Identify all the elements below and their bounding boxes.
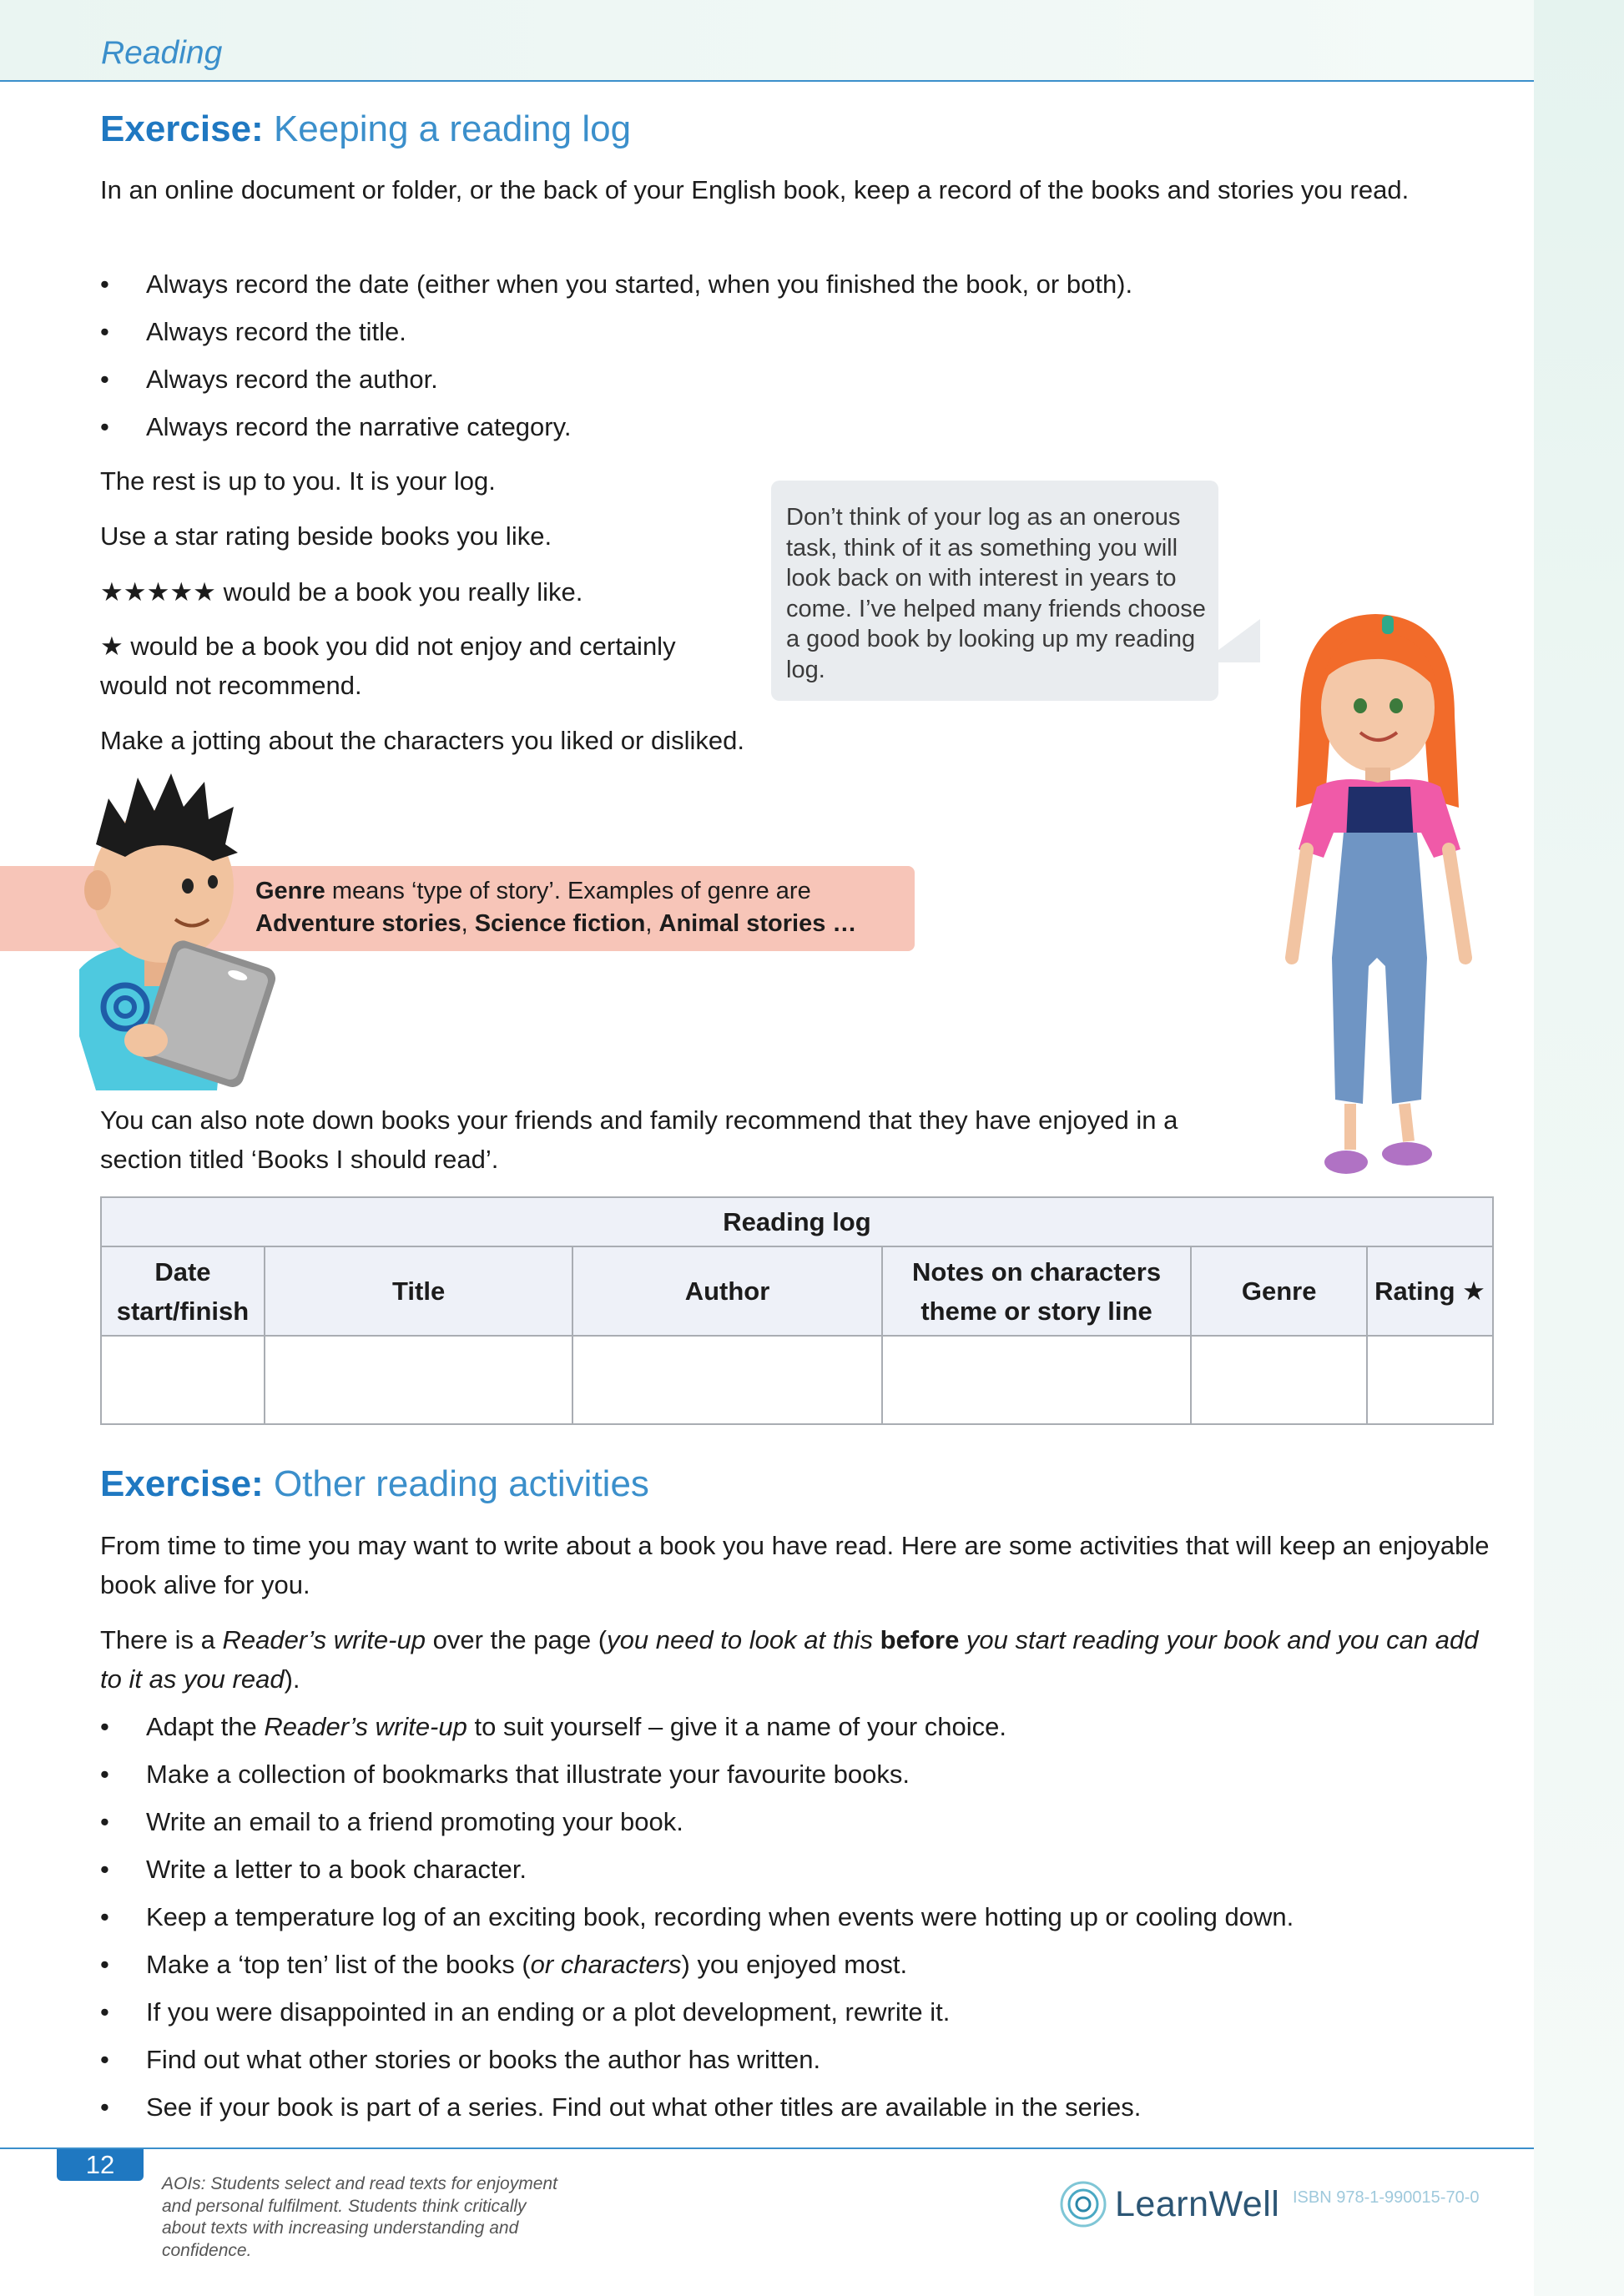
side-strip: [1534, 0, 1624, 2296]
table-row: [101, 1336, 1493, 1424]
rest-text: The rest is up to you. It is your log.: [100, 466, 496, 496]
genre-definition: means ‘type of story’. Examples of genre are: [325, 878, 811, 904]
list-item: [100, 1703, 1519, 1750]
text-span: or characters: [530, 1950, 682, 1979]
list-item: • Keep a temperature log of an exciting book, recording when events were hotting up or cooling down.: [100, 1893, 1519, 1941]
girl-illustration: [1267, 607, 1500, 1183]
genre-word: Genre: [255, 878, 325, 904]
list-item: • Always record the narrative category.: [100, 403, 1352, 451]
column-header: Rating ★: [1367, 1246, 1493, 1336]
list-item: • Always record the title.: [100, 308, 1352, 355]
jotting-text: Make a jotting about the characters you liked or disliked.: [100, 726, 744, 755]
list-item: • Write an email to a friend promoting your book.: [100, 1798, 1519, 1845]
brand-name: LearnWell: [1115, 2184, 1280, 2224]
table-cell[interactable]: [882, 1336, 1192, 1424]
exercise1-heading: [100, 108, 631, 150]
text-span: There is a: [100, 1625, 223, 1654]
list-item: • See if your book is part of a series. Find out what other titles are available in the series.: [100, 2083, 1519, 2131]
genre-example: Science fiction: [474, 910, 646, 937]
aois-note: AOIs: Students select and read texts for enjoyment and personal fulfilment. Students think critically about texts with increasing understanding and confidence.: [162, 2174, 557, 2260]
table-title: Reading log: [101, 1197, 1493, 1246]
five-star-text: ★★★★★ would be a book you really like.: [100, 577, 583, 607]
list-item: [100, 1941, 1519, 1988]
column-header: Date start/finish: [101, 1246, 265, 1336]
boy-with-tablet-illustration: [46, 761, 288, 1095]
text-span: Reader’s write-up: [264, 1712, 467, 1741]
exercise2-label: Exercise:: [100, 1463, 264, 1504]
table-cell[interactable]: [265, 1336, 572, 1424]
star-rating-text: Use a star rating beside books you like.: [100, 521, 552, 551]
list-item: • Always record the date (either when you started, when you finished the book, or both).: [100, 260, 1352, 308]
writeup-text: [100, 1620, 1502, 1699]
exercise1-label: Exercise:: [100, 108, 264, 149]
text-span: before: [880, 1625, 960, 1654]
genre-separator: ,: [645, 910, 659, 937]
genre-ellipsis: …: [825, 910, 857, 937]
text-span: Reader’s write-up: [222, 1625, 426, 1654]
text-span: ) you enjoyed most.: [681, 1950, 908, 1979]
one-star-text: ★ would be a book you did not enjoy and certainly would not recommend.: [100, 632, 676, 700]
text-span: Make a ‘top ten’ list of the books (: [146, 1950, 531, 1979]
table-cell[interactable]: [1191, 1336, 1367, 1424]
exercise2-intro: From time to time you may want to write about a book you have read. Here are some activities that will keep an enjoyable book alive for you.: [100, 1531, 1490, 1599]
header-band: [0, 0, 1534, 80]
genre-separator: ,: [461, 910, 475, 937]
genre-example: Animal stories: [658, 910, 826, 937]
text-span: ).: [284, 1664, 300, 1694]
isbn: ISBN 978-1-990015-70-0: [1293, 2188, 1480, 2207]
also-text: You can also note down books your friends and family recommend that they have enjoyed in a section titled ‘Books I should read’.: [100, 1105, 1178, 1174]
text-span: Adapt the: [146, 1712, 265, 1741]
table-cell[interactable]: [572, 1336, 881, 1424]
list-item: • If you were disappointed in an ending or a plot development, rewrite it.: [100, 1988, 1519, 2036]
column-header: Author: [572, 1246, 881, 1336]
exercise2-heading: [100, 1463, 649, 1505]
list-item: • Make a collection of bookmarks that illustrate your favourite books.: [100, 1750, 1519, 1798]
exercise2-title: Other reading activities: [273, 1463, 649, 1504]
exercise1-bullets: [100, 260, 1352, 451]
table-cell[interactable]: [101, 1336, 265, 1424]
text-span: you start reading your book and you can add to it as you read: [100, 1625, 1479, 1694]
header-rule: [0, 80, 1534, 82]
text-span: to suit yourself – give it a name of your choice.: [467, 1712, 1007, 1741]
list-item: • Always record the author.: [100, 355, 1352, 403]
list-item: • Write a letter to a book character.: [100, 1845, 1519, 1893]
table-cell[interactable]: [1367, 1336, 1493, 1424]
exercise1-title: Keeping a reading log: [273, 108, 632, 149]
page-number: 12: [57, 2149, 144, 2181]
column-header: Notes on characters theme or story line: [882, 1246, 1192, 1336]
column-header: Title: [265, 1246, 572, 1336]
learnwell-logo-icon: [1058, 2179, 1108, 2229]
list-item: • Find out what other stories or books the author has written.: [100, 2036, 1519, 2083]
text-span: you need to look at this: [607, 1625, 880, 1654]
text-span: over the page (: [425, 1625, 608, 1654]
footer-rule: [0, 2147, 1534, 2149]
speech-bubble-text: Don’t think of your log as an onerous task, think of it as something you will look back on with interest in years to come. I’ve helped many friends choose a good book by looking up my reading log.: [786, 504, 1206, 683]
genre-callout-text: [255, 875, 856, 940]
exercise1-intro: In an online document or folder, or the back of your English book, keep a record of the books and stories you read.: [100, 175, 1410, 204]
genre-example: Adventure stories: [255, 910, 461, 937]
reading-log-table: [100, 1196, 1494, 1425]
running-head: Reading: [101, 35, 223, 71]
column-header: Genre: [1191, 1246, 1367, 1336]
exercise2-bullets: [100, 1703, 1519, 2131]
